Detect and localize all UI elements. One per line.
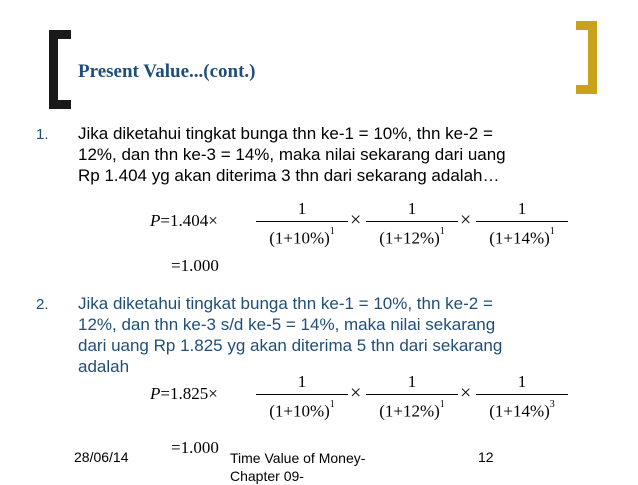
item-line: Jika diketahui tingkat bunga thn ke-1 = 10%, thn ke-2 =	[78, 294, 493, 313]
right-bracket-bottom	[576, 85, 597, 94]
times-sign: ×	[460, 209, 472, 231]
item-text	[78, 123, 506, 186]
item-line: dari uang Rp 1.825 yg akan diterima 5 thn dari sekarang	[78, 336, 503, 355]
item-number: 1.	[36, 126, 49, 143]
item-text	[78, 293, 502, 377]
formula-lhs: P=1.825×	[150, 384, 218, 403]
item-line: Rp 1.404 yg akan diterima 3 thn dari sekarang adalah…	[78, 166, 500, 185]
footer-date: 28/06/14	[74, 449, 129, 465]
left-bracket-decoration	[49, 30, 58, 109]
formula-result: =1.000	[171, 438, 219, 457]
item-line: Jika diketahui tingkat bunga thn ke-1 = 10%, thn ke-2 =	[78, 124, 493, 143]
fraction: 1 $(1+14\%)^1$	[476, 199, 568, 246]
left-bracket-top	[49, 30, 71, 39]
item-number: 2.	[36, 296, 49, 313]
right-bracket-top	[576, 21, 597, 30]
times-sign: ×	[460, 382, 472, 404]
slide-title: Present Value...(cont.)	[78, 61, 256, 82]
item-line: 12%, dan thn ke-3 = 14%, maka nilai sekarang dari uang	[78, 145, 506, 164]
times-sign: ×	[350, 382, 362, 404]
formula-lhs: P=1.404×	[150, 211, 218, 230]
times-sign: ×	[350, 209, 362, 231]
formula-result: =1.000	[171, 256, 219, 275]
fraction: 1 $(1+10\%)^1$	[256, 372, 348, 419]
fraction: 1 $(1+12\%)^1$	[366, 199, 458, 246]
fraction: 1 $(1+14\%)^3$	[476, 372, 568, 419]
fraction: 1 $(1+10\%)^1$	[256, 199, 348, 246]
fraction: 1 $(1+12\%)^1$	[366, 372, 458, 419]
left-bracket-bottom	[49, 100, 71, 109]
footer-title: Time Value of Money- Chapter 09-	[230, 450, 366, 484]
page-number: 12	[478, 449, 494, 465]
right-bracket-decoration	[588, 21, 597, 94]
item-line: adalah	[78, 357, 130, 376]
item-line: 12%, dan thn ke-3 s/d ke-5 = 14%, maka nilai sekarang	[78, 315, 496, 334]
